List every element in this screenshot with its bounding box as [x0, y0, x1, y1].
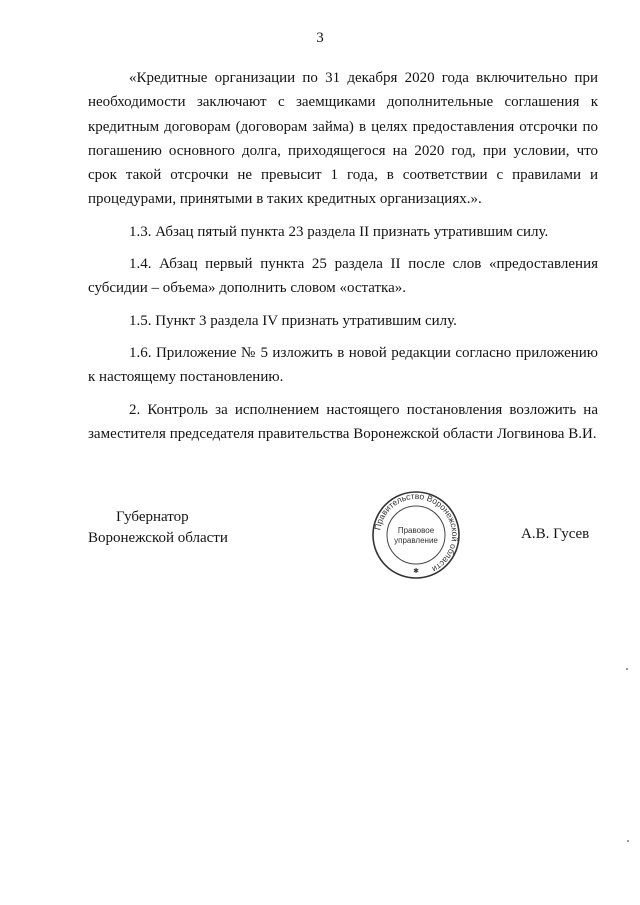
signatory-name: А.В. Гусев: [521, 526, 590, 542]
stamp-outer-text: Правительство Воронежской области: [372, 490, 461, 575]
scan-speck: [627, 840, 629, 842]
signatory-position: [88, 507, 228, 549]
official-stamp: [371, 490, 461, 580]
paragraph-quoted-provision: «Кредитные организации по 31 декабря 2020 года включительно при необходимости заключают с заемщиками дополнительные соглашения к кредитным договорам (договорам займа) в целях предоставления отсрочки по погашению основного долга, приходящегося на 2020 год, при условии, что срок такой отсрочки не превысит 1 года, в соответствии с правилами и процедурами, принятыми в таких кредитных организациях.».: [88, 70, 598, 208]
paragraph-1-5: 1.5. Пункт 3 раздела IV признать утратившим силу.: [129, 312, 457, 329]
document-body: [88, 66, 598, 446]
page-number: 3: [316, 30, 324, 46]
paragraph-1-4: 1.4. Абзац первый пункта 25 раздела II после слов «предоставления субсидии – объема» дополнить словом «остатка».: [88, 256, 598, 297]
stamp-inner-line2: управление: [394, 536, 438, 545]
signatory-title: Губернатор: [116, 509, 189, 525]
scan-speck: [626, 668, 628, 670]
paragraph-1-6: 1.6. Приложение № 5 изложить в новой редакции согласно приложению к настоящему постановлению.: [88, 344, 598, 386]
signatory-region: Воронежской области: [88, 530, 228, 546]
stamp-inner-line1: Правовое: [397, 526, 435, 535]
paragraph-1-3: 1.3. Абзац пятый пункта 23 раздела II признать утратившим силу.: [129, 223, 549, 240]
paragraph-2: 2. Контроль за исполнением настоящего постановления возложить на заместителя председателя правительства Воронежской области Логвинова В.И.: [88, 401, 598, 442]
stamp-star-icon: ✱: [413, 567, 419, 575]
